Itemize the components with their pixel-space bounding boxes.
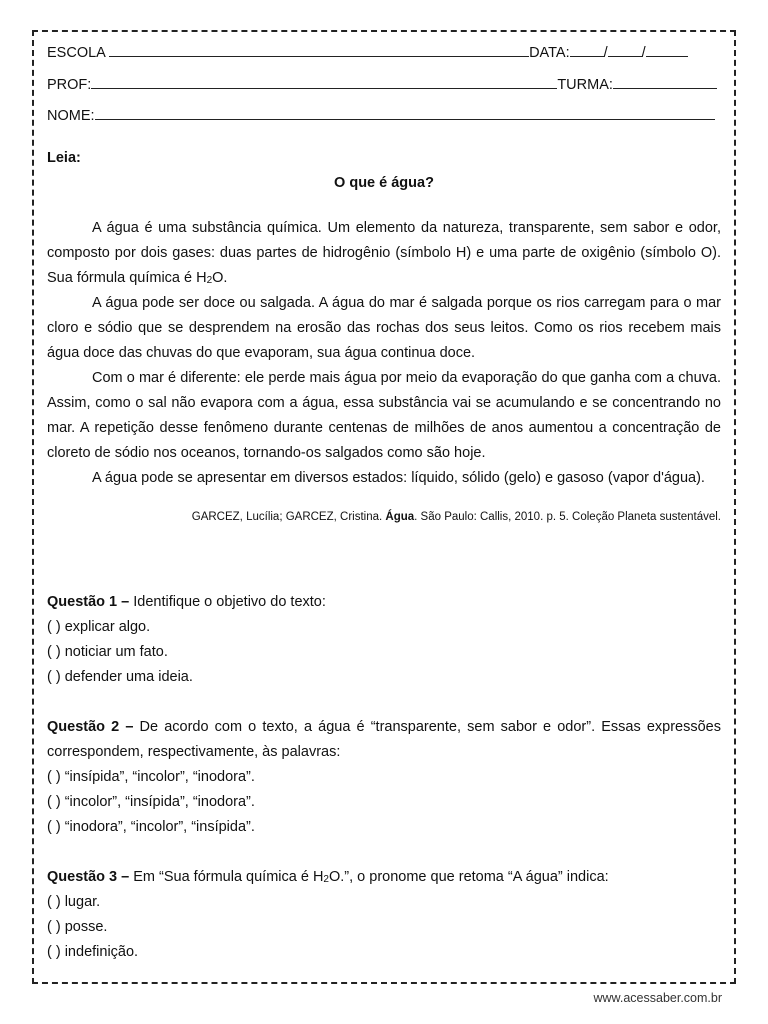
teacher-label: PROF: xyxy=(47,77,92,93)
date-separator: / xyxy=(641,45,646,61)
reading-intro: Leia: xyxy=(47,150,81,166)
date-day-field[interactable] xyxy=(570,44,604,57)
date-separator: / xyxy=(603,45,608,61)
source-citation: GARCEZ, Lucília; GARCEZ, Cristina. Água. São Paulo: Callis, 2010. p. 5. Coleção Planeta sustentável. xyxy=(191,511,721,523)
option[interactable]: ( ) “inodora”, “incolor”, “insípida”. xyxy=(47,819,255,835)
option[interactable]: ( ) “incolor”, “insípida”, “inodora”. xyxy=(47,794,255,810)
question-1-statement: Questão 1 – Identifique o objetivo do texto: xyxy=(47,594,326,610)
date-label: DATA: xyxy=(529,45,570,61)
questions-section xyxy=(47,590,721,965)
question-2-statement: Questão 2 – De acordo com o texto, a água é “transparente, sem sabor e odor”. Essas expressões correspondem, respectivamente, às palavras: xyxy=(47,719,722,760)
paragraph-1: A água é uma substância química. Um elemento da natureza, transparente, sem sabor e odor, composto por dois gases: duas partes de hidrogênio (símbolo H) e uma parte de oxigênio (símbolo O). Sua fórmula química é $H_2O$. xyxy=(47,220,721,286)
paragraph-4: A água pode se apresentar em diversos estados: líquido, sólido (gelo) e gasoso (vapor d'água). xyxy=(92,470,705,486)
option[interactable]: ( ) explicar algo. xyxy=(47,619,151,635)
date-year-field[interactable] xyxy=(646,44,688,57)
option[interactable]: ( ) indefinição. xyxy=(47,944,139,960)
question-3 xyxy=(47,865,721,965)
text-title: O que é água? xyxy=(334,175,434,191)
class-field[interactable] xyxy=(613,76,717,89)
teacher-field[interactable] xyxy=(91,76,557,89)
paragraph-3: Com o mar é diferente: ele perde mais água por meio da evaporação do que ganha com a chuva. Assim, como o sal não evapora com a água, essa substância vai se acumulando e se concentrando no mar. A repetição desse fenômeno durante centenas de milhões de anos aumentou a concentração de cloreto de sódio nos oceanos, tornando-os salgados como são hoje. xyxy=(47,370,721,461)
option[interactable]: ( ) “insípida”, “incolor”, “inodora”. xyxy=(47,769,255,785)
option[interactable]: ( ) posse. xyxy=(47,919,108,935)
option[interactable]: ( ) lugar. xyxy=(47,894,101,910)
school-row xyxy=(47,44,688,61)
paragraph-2: A água pode ser doce ou salgada. A água do mar é salgada porque os rios carregam para o mar cloro e sódio que se desprendem na erosão das rochas dos seus leitos. Como os rios recebem mais água doce das chuvas do que evaporam, sua água continua doce. xyxy=(47,295,721,361)
name-label: NOME: xyxy=(47,108,95,124)
date-month-field[interactable] xyxy=(608,44,642,57)
school-field[interactable] xyxy=(109,44,529,57)
school-label: ESCOLA xyxy=(47,45,106,61)
teacher-row xyxy=(47,76,717,93)
question-1 xyxy=(47,590,721,690)
option[interactable]: ( ) defender uma ideia. xyxy=(47,669,193,685)
option[interactable]: ( ) noticiar um fato. xyxy=(47,644,168,660)
name-row xyxy=(47,107,715,124)
reading-section xyxy=(47,146,721,530)
website-link[interactable]: www.acessaber.com.br xyxy=(593,991,722,1005)
name-field[interactable] xyxy=(95,107,715,120)
question-3-statement: Questão 3 – Em “Sua fórmula química é $H_2O$.”, o pronome que retoma “A água” indica: xyxy=(47,869,609,885)
class-label: TURMA: xyxy=(557,77,613,93)
question-2 xyxy=(47,715,721,840)
